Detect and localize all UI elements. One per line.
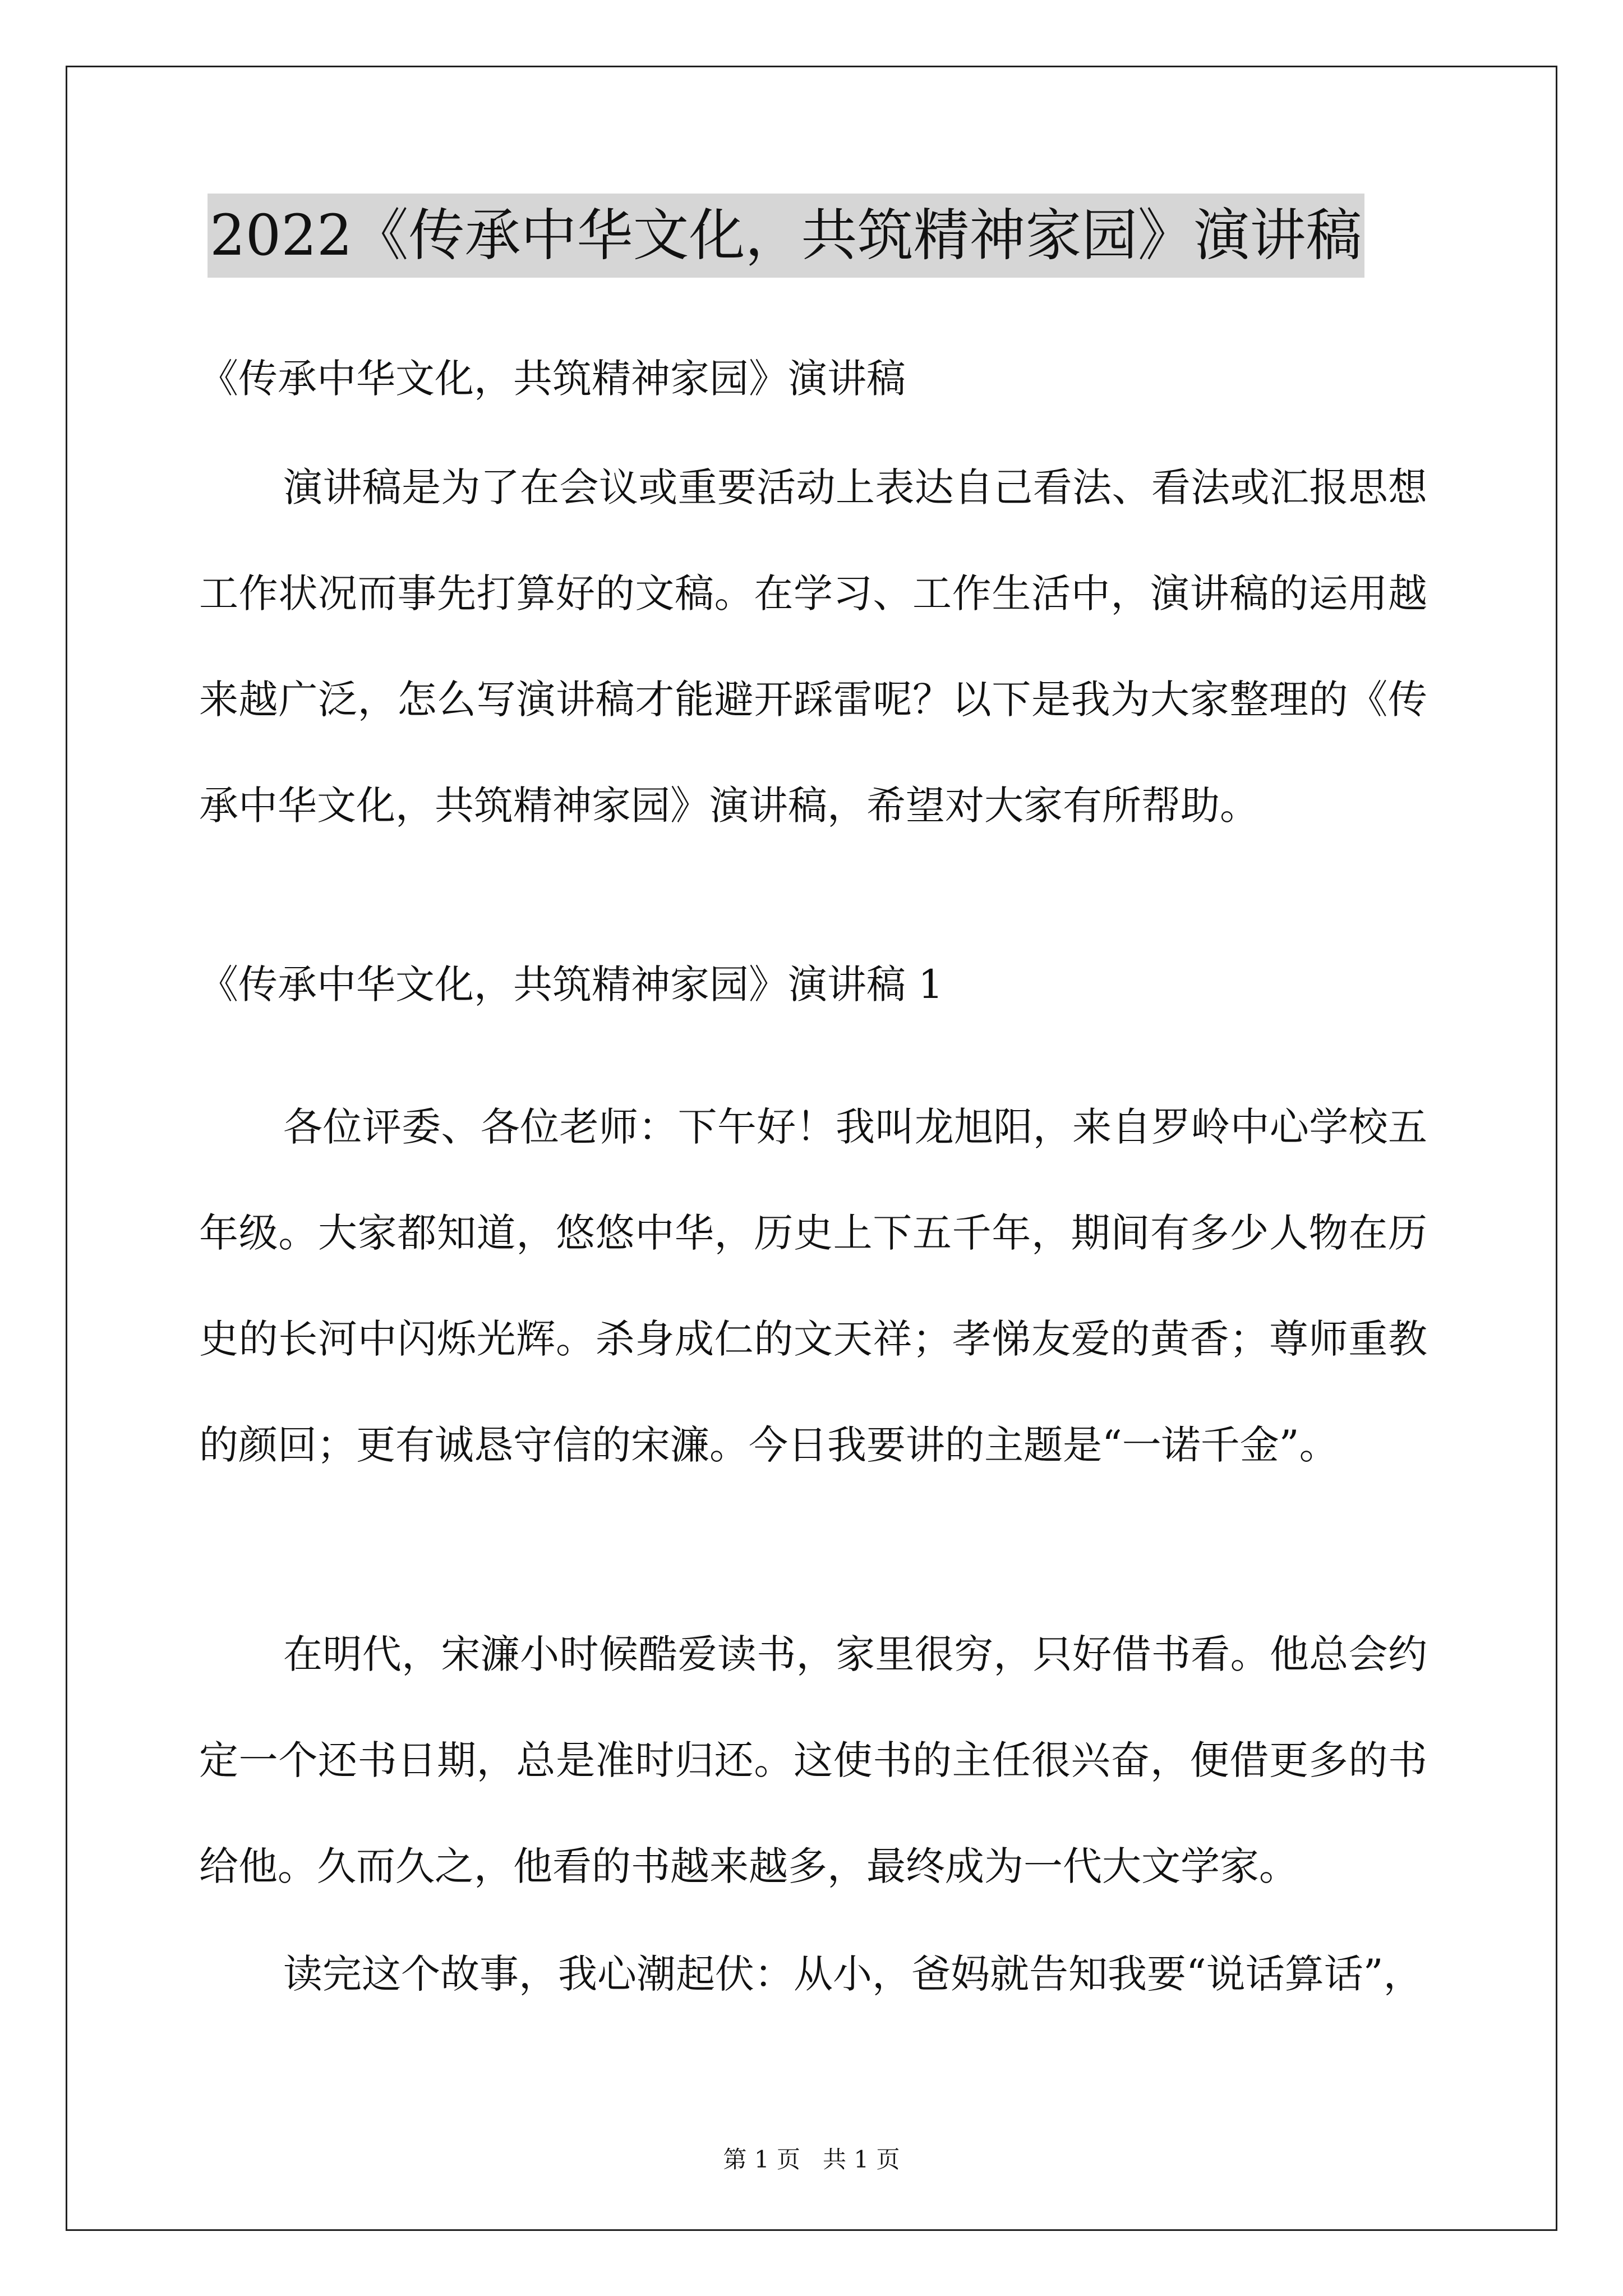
body-paragraph-1: 各位评委、各位老师：下午好！我叫龙旭阳，来自罗岭中心学校五年级。大家都知道，悠悠中华，历史上下五千年，期间有多少人物在历史的长河中闪烁光辉。杀身成仁的文天祥；孝悌友爱的黄香；尊师重教的颜回；更有诚恳守信的宋濂。今日我要讲的主题是“一诺千金”。 bbox=[199, 1104, 1427, 1468]
page-footer: 第 1 页 共 1 页 bbox=[723, 2146, 900, 2173]
section-heading: 《传承中华文化，共筑精神家园》演讲稿 1 bbox=[199, 961, 943, 1007]
body-paragraph-2: 在明代，宋濂小时候酷爱读书，家里很穷，只好借书看。他总会约定一个还书日期，总是准时归还。这使书的主任很兴奋，便借更多的书给他。久而久之，他看的书越来越多，最终成为一代大文学家。 bbox=[199, 1631, 1427, 1889]
body-paragraph-3: 读完这个故事，我心潮起伏：从小，爸妈就告知我要“说话算话”， bbox=[283, 1951, 1423, 1997]
intro-paragraph: 演讲稿是为了在会议或重要活动上表达自己看法、看法或汇报思想工作状况而事先打算好的文稿。在学习、工作生活中，演讲稿的运用越来越广泛，怎么写演讲稿才能避开踩雷呢？以下是我为大家整理的《传承中华文化，共筑精神家园》演讲稿，希望对大家有所帮助。 bbox=[199, 464, 1427, 829]
document-title: 2022《传承中华文化，共筑精神家园》演讲稿 bbox=[208, 194, 1364, 278]
document-subtitle: 《传承中华文化，共筑精神家园》演讲稿 bbox=[199, 356, 906, 402]
